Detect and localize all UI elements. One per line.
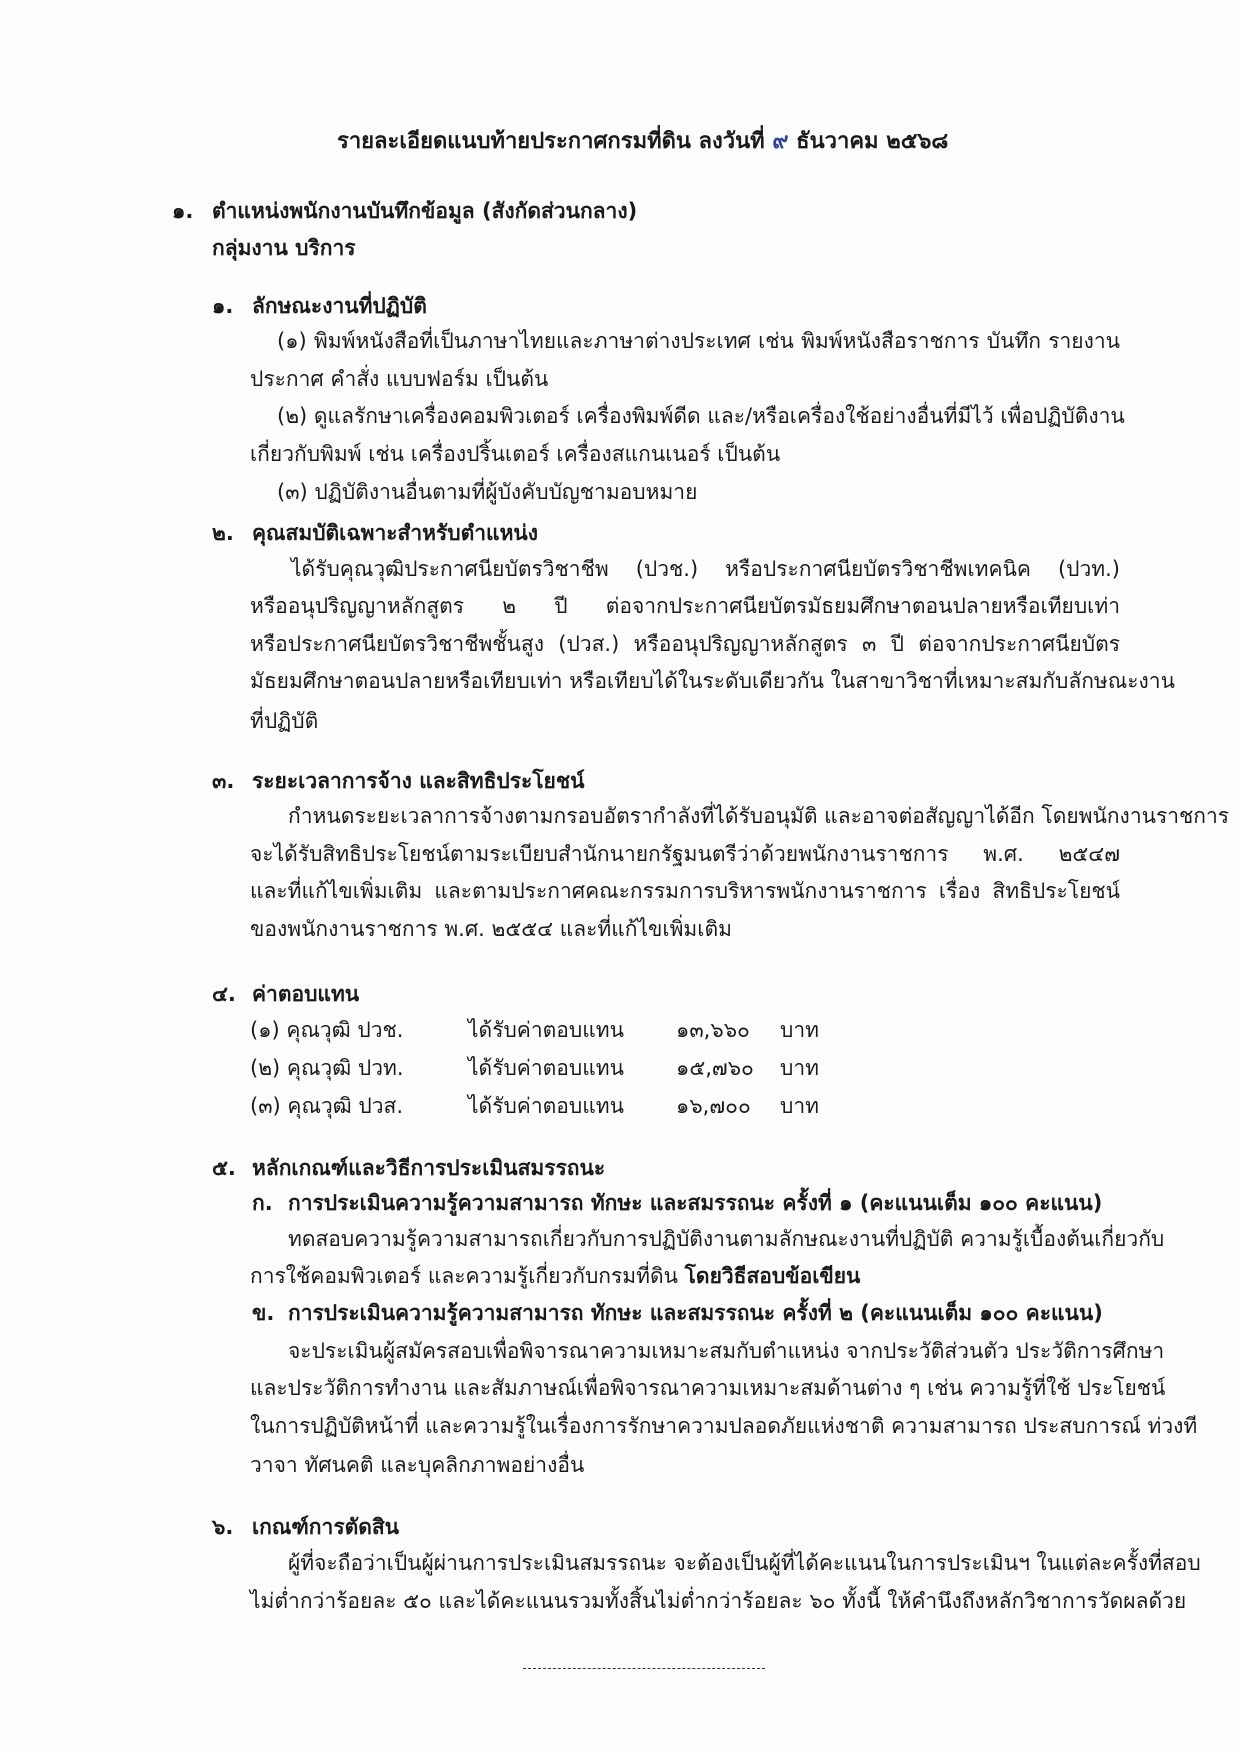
section-2-heading: คุณสมบัติเฉพาะสำหรับตำแหน่ง xyxy=(252,521,539,545)
position-number: ๑. xyxy=(172,199,194,223)
compensation-amount: ๑๖,๗๐๐ xyxy=(676,1094,751,1118)
section-2-line: หรืออนุปริญญาหลักสูตร ๒ ปี ต่อจากประกาศนียบัตรมัธยมศึกษาตอนปลายหรือเทียบเท่า xyxy=(250,594,1120,618)
section-5-number: ๕. xyxy=(212,1156,236,1180)
section-2-line: หรือประกาศนียบัตรวิชาชีพชั้นสูง (ปวส.) หรืออนุปริญญาหลักสูตร ๓ ปี ต่อจากประกาศนียบัตร xyxy=(250,632,1120,656)
section-1-number: ๑. xyxy=(212,294,234,318)
section-3-line: จะได้รับสิทธิประโยชน์ตามระเบียบสำนักนายกรัฐมนตรีว่าด้วยพนักงานราชการ พ.ศ. ๒๕๔๗ xyxy=(250,842,1120,866)
section-5-heading: หลักเกณฑ์และวิธีการประเมินสมรรถนะ xyxy=(252,1156,606,1180)
section-1-line: ประกาศ คำสั่ง แบบฟอร์ม เป็นต้น xyxy=(250,367,549,391)
section-1-heading: ลักษณะงานที่ปฏิบัติ xyxy=(252,294,427,318)
compensation-label: ได้รับค่าตอบแทน xyxy=(468,1018,624,1042)
section-3-line: และที่แก้ไขเพิ่มเติม และตามประกาศคณะกรรมการบริหารพนักงานราชการ เรื่อง สิทธิประโยชน์ xyxy=(250,879,1120,903)
compensation-unit: บาท xyxy=(780,1056,819,1080)
subsection-a-line-text: การใช้คอมพิวเตอร์ และความรู้เกี่ยวกับกรมที่ดิน xyxy=(250,1264,678,1288)
subsection-a-number: ก. xyxy=(252,1191,273,1215)
compensation-unit: บาท xyxy=(780,1018,819,1042)
compensation-qualification: (๒) คุณวุฒิ ปวท. xyxy=(250,1056,404,1080)
subsection-a-method: โดยวิธีสอบข้อเขียน xyxy=(684,1264,861,1288)
position-group: กลุ่มงาน บริการ xyxy=(212,236,356,260)
section-2-line: ได้รับคุณวุฒิประกาศนียบัตรวิชาชีพ (ปวช.) หรือประกาศนียบัตรวิชาชีพเทคนิค (ปวท.) xyxy=(291,557,1120,581)
section-1-line: (๒) ดูแลรักษาเครื่องคอมพิวเตอร์ เครื่องพิมพ์ดีด และ/หรือเครื่องใช้อย่างอื่นที่มีไว้ เพื่อปฏิบัติงาน xyxy=(277,404,1125,428)
compensation-label: ได้รับค่าตอบแทน xyxy=(468,1056,624,1080)
compensation-unit: บาท xyxy=(780,1094,819,1118)
section-1-line: (๑) พิมพ์หนังสือที่เป็นภาษาไทยและภาษาต่างประเทศ เช่น พิมพ์หนังสือราชการ บันทึก รายงาน xyxy=(277,329,1120,353)
section-1-line: เกี่ยวกับพิมพ์ เช่น เครื่องปริ้นเตอร์ เครื่องสแกนเนอร์ เป็นต้น xyxy=(250,442,781,466)
page-title xyxy=(337,127,948,157)
section-1-line: (๓) ปฏิบัติงานอื่นตามที่ผู้บังคับบัญชามอบหมาย xyxy=(277,480,698,504)
section-3-line: ของพนักงานราชการ พ.ศ. ๒๕๕๔ และที่แก้ไขเพิ่มเติม xyxy=(250,917,732,941)
section-4-number: ๔. xyxy=(212,982,236,1006)
section-6-heading: เกณฑ์การตัดสิน xyxy=(252,1515,400,1539)
title-day: ๙ xyxy=(772,129,789,154)
compensation-amount: ๑๓,๖๖๐ xyxy=(676,1018,750,1042)
subsection-b-line: ในการปฏิบัติหน้าที่ และความรู้ในเรื่องการรักษาความปลอดภัยแห่งชาติ ความสามารถ ประสบการณ์ ท่วงที xyxy=(250,1414,1198,1438)
section-2-number: ๒. xyxy=(212,521,234,545)
section-3-number: ๓. xyxy=(212,769,235,793)
section-6-number: ๖. xyxy=(212,1515,234,1539)
subsection-a-line: ทดสอบความรู้ความสามารถเกี่ยวกับการปฏิบัติงานตามลักษณะงานที่ปฏิบัติ ความรู้เบื้องต้นเกี่ยวกับ xyxy=(288,1227,1165,1251)
title-month-year: ธันวาคม ๒๕๖๘ xyxy=(796,129,949,154)
subsection-b-line: และประวัติการทำงาน และสัมภาษณ์เพื่อพิจารณาความเหมาะสมด้านต่าง ๆ เช่น ความรู้ที่ใช้ ประโยชน์ xyxy=(250,1376,1166,1400)
subsection-b-line: วาจา ทัศนคติ และบุคลิกภาพอย่างอื่น xyxy=(250,1453,585,1477)
section-6-line: ผู้ที่จะถือว่าเป็นผู้ผ่านการประเมินสมรรถนะ จะต้องเป็นผู้ที่ได้คะแนนในการประเมินฯ ในแต่ละครั้งที่สอบ xyxy=(288,1551,1201,1575)
section-2-line: ที่ปฏิบัติ xyxy=(250,709,319,733)
compensation-amount: ๑๕,๗๖๐ xyxy=(676,1056,754,1080)
section-3-heading: ระยะเวลาการจ้าง และสิทธิประโยชน์ xyxy=(252,769,585,793)
title-main: รายละเอียดแนบท้ายประกาศกรมที่ดิน ลงวันที่ xyxy=(337,129,765,154)
section-6-line: ไม่ต่ำกว่าร้อยละ ๕๐ และได้คะแนนรวมทั้งสิ้นไม่ต่ำกว่าร้อยละ ๖๐ ทั้งนี้ ให้คำนึงถึงหลักวิชาการวัดผลด้วย xyxy=(250,1589,1187,1613)
subsection-a-line xyxy=(250,1261,860,1291)
end-divider xyxy=(523,1668,765,1669)
section-2-line: มัธยมศึกษาตอนปลายหรือเทียบเท่า หรือเทียบได้ในระดับเดียวกัน ในสาขาวิชาที่เหมาะสมกับลักษณะงาน xyxy=(250,669,1175,693)
section-3-line: กำหนดระยะเวลาการจ้างตามกรอบอัตรากำลังที่ได้รับอนุมัติ และอาจต่อสัญญาได้อีก โดยพนักงานราชการ xyxy=(288,804,1230,828)
subsection-b-number: ข. xyxy=(252,1301,275,1325)
position-label: ตำแหน่งพนักงานบันทึกข้อมูล (สังกัดส่วนกลาง) xyxy=(212,199,638,223)
subsection-b-line: จะประเมินผู้สมัครสอบเพื่อพิจารณาความเหมาะสมกับตำแหน่ง จากประวัติส่วนตัว ประวัติการศึกษา xyxy=(288,1339,1165,1363)
subsection-b-heading: การประเมินความรู้ความสามารถ ทักษะ และสมรรถนะ ครั้งที่ ๒ (คะแนนเต็ม ๑๐๐ คะแนน) xyxy=(288,1301,1103,1325)
compensation-qualification: (๓) คุณวุฒิ ปวส. xyxy=(250,1094,403,1118)
section-4-heading: ค่าตอบแทน xyxy=(252,982,360,1006)
compensation-qualification: (๑) คุณวุฒิ ปวช. xyxy=(250,1018,404,1042)
subsection-a-heading: การประเมินความรู้ความสามารถ ทักษะ และสมรรถนะ ครั้งที่ ๑ (คะแนนเต็ม ๑๐๐ คะแนน) xyxy=(288,1191,1103,1215)
compensation-label: ได้รับค่าตอบแทน xyxy=(468,1094,624,1118)
